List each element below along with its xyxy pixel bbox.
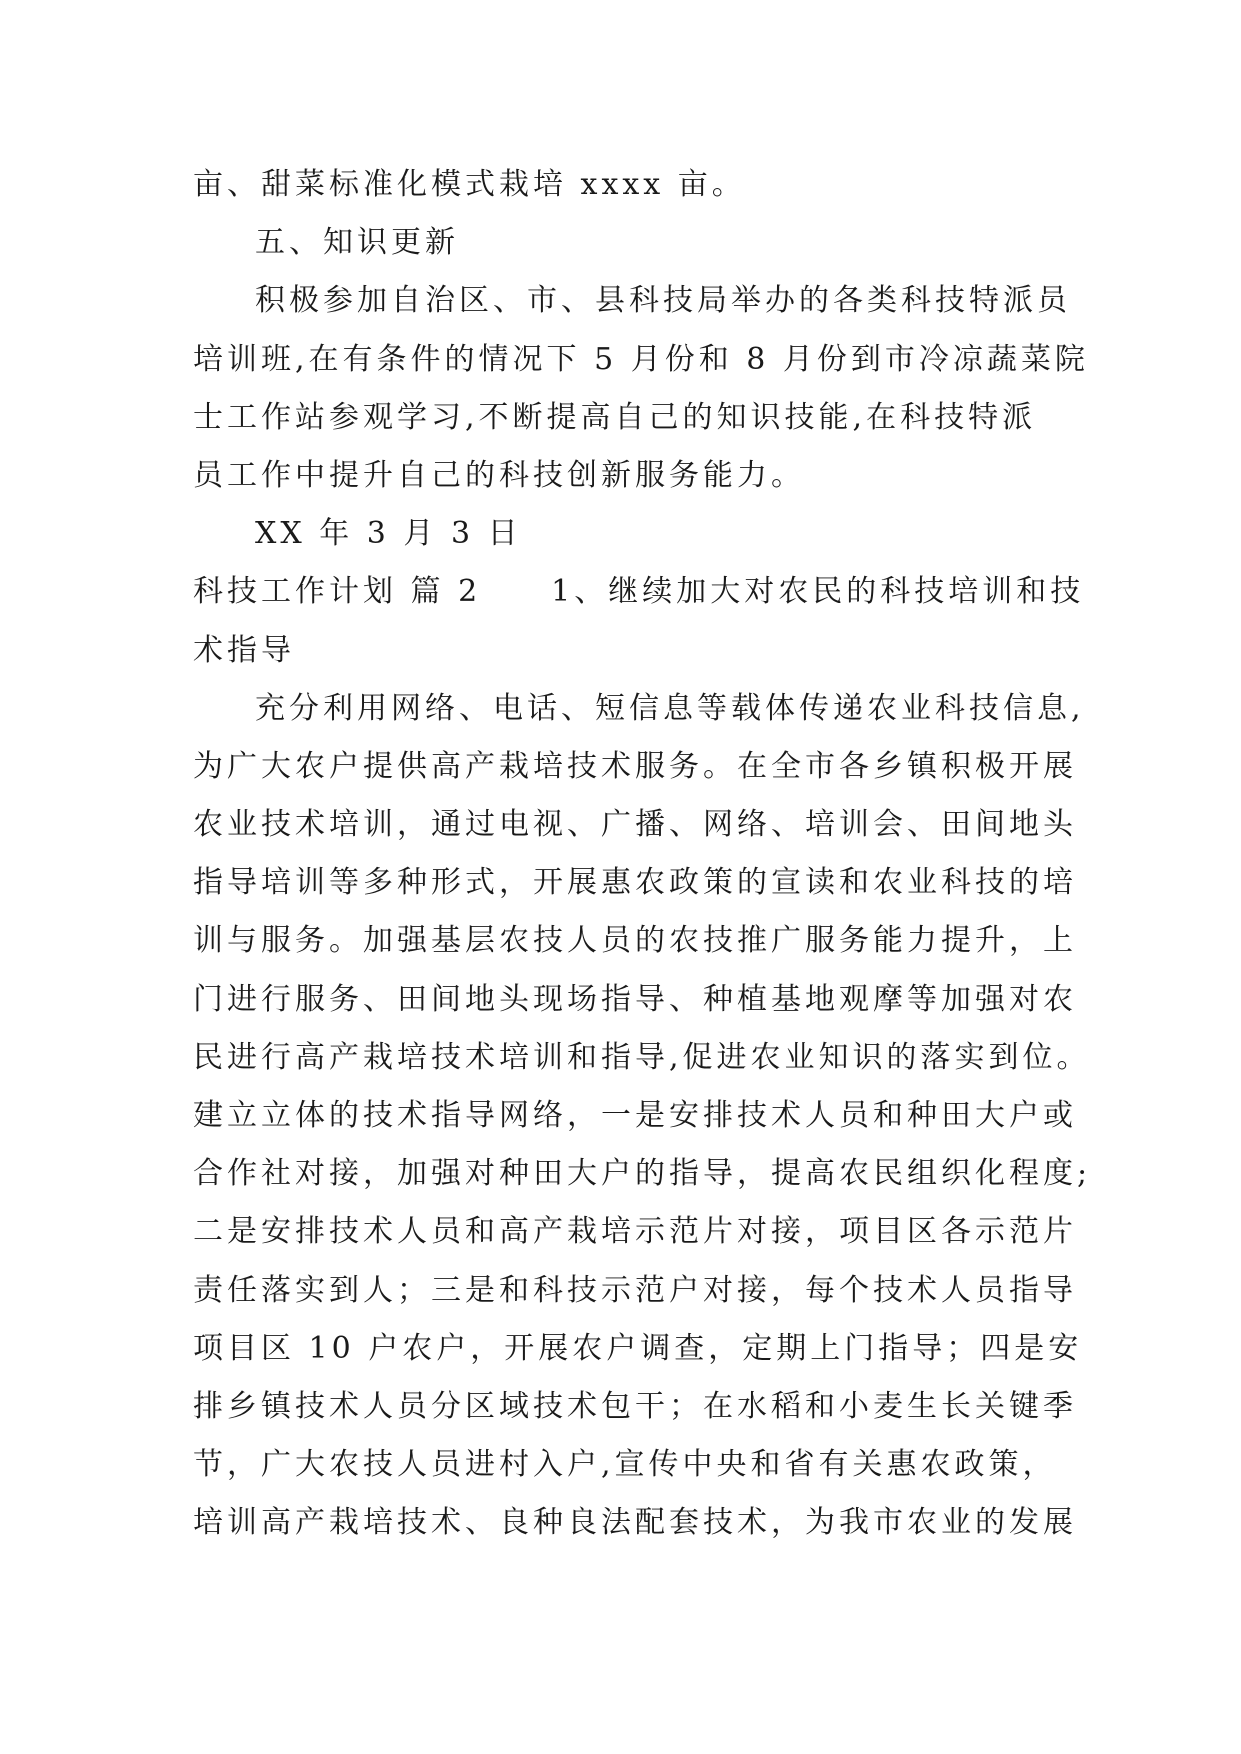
text-line: 民进行高产栽培技术培训和指导,促进农业知识的落实到位。: [193, 1039, 1091, 1075]
section-subheading: 1、继续加大对农民的科技培训和技: [551, 574, 1085, 610]
text-line: 项目区 10 户农户，开展农户调查，定期上门指导；四是安: [193, 1330, 1083, 1366]
text-line: 合作社对接，加强对种田大户的指导，提高农民组织化程度;: [193, 1156, 1092, 1192]
text-line: 亩、甜菜标准化模式栽培 xxxx 亩。: [193, 167, 746, 202]
text-line: 为广大农户提供高产栽培技术服务。在全市各乡镇积极开展: [193, 748, 1077, 784]
section-title: 科技工作计划 篇 2: [193, 574, 482, 610]
document-body: [193, 156, 1092, 1553]
text-line: 排乡镇技术人员分区域技术包干；在水稻和小麦生长关键季: [193, 1388, 1077, 1424]
text-line: 门进行服务、田间地头现场指导、种植基地观摩等加强对农: [193, 981, 1077, 1017]
section-heading: 五、知识更新: [255, 225, 459, 261]
text-line: 积极参加自治区、市、县科技局举办的各类科技特派员: [255, 283, 1071, 319]
text-line: 指导培训等多种形式，开展惠农政策的宣读和农业科技的培: [193, 865, 1077, 901]
text-line: 术指导: [193, 632, 295, 668]
text-line: 农业技术培训，通过电视、广播、网络、培训会、田间地头: [193, 807, 1077, 843]
date-line: XX 年 3 月 3 日: [255, 516, 522, 552]
text-line: 节，广大农技人员进村入户,宣传中央和省有关惠农政策，: [193, 1447, 1057, 1483]
text-line: 培训高产栽培技术、良种良法配套技术，为我市农业的发展: [193, 1505, 1077, 1541]
text-line: 充分利用网络、电话、短信息等载体传递农业科技信息,: [255, 690, 1085, 726]
text-line: 士工作站参观学习,不断提高自己的知识技能,在科技特派: [193, 399, 1037, 435]
text-line: 责任落实到人；三是和科技示范户对接，每个技术人员指导: [193, 1272, 1077, 1308]
text-line: 训与服务。加强基层农技人员的农技推广服务能力提升，上: [193, 923, 1077, 959]
text-line: 建立立体的技术指导网络，一是安排技术人员和种田大户或: [193, 1098, 1077, 1133]
text-line: 二是安排技术人员和高产栽培示范片对接，项目区各示范片: [193, 1214, 1077, 1250]
section-title-line: [193, 563, 1085, 621]
text-line: 员工作中提升自己的科技创新服务能力。: [193, 457, 805, 493]
text-line: 培训班,在有条件的情况下 5 月份和 8 月份到市冷凉蔬菜院: [193, 341, 1089, 377]
